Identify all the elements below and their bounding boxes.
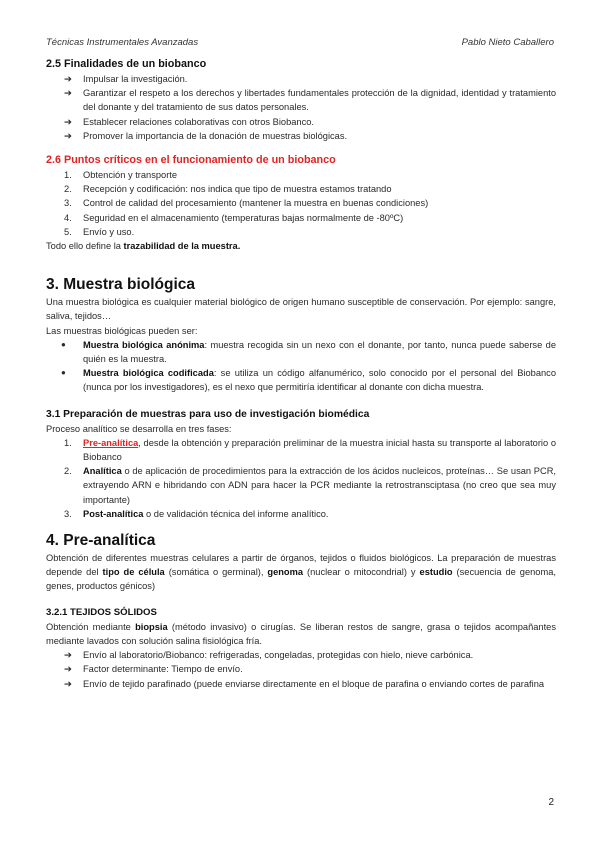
list-item: 3. Control de calidad del procesamiento (mantener la muestra en buenas condiciones)	[64, 198, 429, 209]
section-3-1-list	[46, 436, 556, 521]
section-3-2-1-list	[46, 648, 556, 691]
section-3-1-lead: Proceso analítico se desarrolla en tres fases:	[46, 423, 232, 434]
arrow-icon: ➔	[64, 74, 72, 84]
section-3-lead: Las muestras biológicas pueden ser:	[46, 325, 198, 336]
arrow-icon: ➔	[64, 88, 72, 99]
list-item: ➔ Factor determinante: Tiempo de envío.	[46, 662, 556, 676]
list-item: 4. Seguridad en el almacenamiento (temperaturas bajas normalmente de -80ºC)	[64, 212, 404, 223]
list-item: ➔ Establecer relaciones colaborativas con otros Biobanco.	[46, 115, 556, 129]
list-item: ➔ Envío al laboratorio/Biobanco: refrigeradas, congeladas, protegidas con hielo, nieve carbónica.	[46, 648, 556, 662]
header-author: Pablo Nieto Caballero	[461, 37, 554, 48]
section-3-2-1-paragraph: Obtención mediante biopsia (método invasivo) o cirugías. Se liberan restos de sangre, grasa o tejidos acompañantes mediante lavados con solución salina fisiológica fría.	[46, 621, 556, 646]
arrow-icon: ➔	[64, 116, 72, 127]
page-number: 2	[548, 797, 554, 808]
list-item: 1. Pre-analítica, desde la obtención y preparación preliminar de la muestra inicial hasta su transporte al laboratorio o Biobanco	[64, 437, 556, 463]
section-2-5-title: 2.5 Finalidades de un biobanco	[46, 58, 207, 70]
bullet-icon: ●	[61, 339, 66, 349]
arrow-icon: ➔	[64, 678, 72, 689]
section-2-5-list	[46, 72, 556, 143]
list-item: ● Muestra biológica anónima: muestra recogida sin un nexo con el donante, por tanto, nunca puede saberse de quién es la muestra.	[61, 339, 556, 365]
section-2-6-list	[46, 168, 556, 239]
arrow-icon: ➔	[64, 650, 72, 661]
section-4-title: 4. Pre-analítica	[46, 532, 156, 550]
header-course-title: Técnicas Instrumentales Avanzadas	[46, 37, 199, 48]
list-item: ● Muestra biológica codificada: se utiliza un código alfanumérico, solo conocido por el personal del Biobanco (nunca por los investigadores), es el nexo que permitiría identificar al donante con dicha muestra.	[61, 368, 556, 393]
list-item: 2. Recepción y codificación: nos indica que tipo de muestra estamos tratando	[64, 184, 392, 195]
list-item: 5. Envío y uso.	[64, 226, 135, 237]
pre-analitica-link[interactable]: Pre-analítica	[83, 437, 139, 448]
section-2-6-summary: Todo ello define la trazabilidad de la muestra.	[46, 241, 241, 252]
arrow-icon: ➔	[64, 130, 72, 141]
list-item: 1. Obtención y transporte	[64, 170, 178, 181]
section-3-2-1-title: 3.2.1 TEJIDOS SÓLIDOS	[46, 606, 157, 618]
list-item: ➔ Impulsar la investigación.	[46, 72, 556, 86]
list-item: 3. Post-analítica o de validación técnica del informe analítico.	[64, 508, 329, 519]
section-2-6-title: 2.6 Puntos críticos en el funcionamiento de un biobanco	[46, 154, 336, 167]
arrow-icon: ➔	[64, 664, 72, 675]
section-4-paragraph: Obtención de diferentes muestras celulares a partir de órganos, tejidos o fluidos biológicos. La preparación de muestras depende del tipo de célula (somática o germinal), genoma (nuclear o mitocondrial) y estudio (secuencia de genoma, genes, productos génicos)	[46, 553, 556, 592]
section-3-1-title: 3.1 Preparación de muestras para uso de investigación biomédica	[46, 408, 370, 420]
page-content	[46, 57, 556, 691]
section-3-intro: Una muestra biológica es cualquier material biológico de origen humano susceptible de conservación. Por ejemplo: sangre, saliva, tejidos…	[46, 297, 556, 322]
list-item: 2. Analítica o de aplicación de procedimientos para la extracción de los ácidos nucleicos, proteínas… Se usan PCR, extrayendo ARN e hibridando con ADN para hacer la PCR mediante la retrostransciptasa (no creo que sea muy importante)	[64, 466, 556, 505]
list-item: ➔ Promover la importancia de la donación de muestras biológicas.	[46, 129, 556, 143]
list-item: ➔ Garantizar el respeto a los derechos y libertades fundamentales protección de la dignidad, identidad y tratamiento del donante y del tratamiento de sus datos personales.	[64, 88, 556, 113]
bullet-icon: ●	[61, 368, 66, 378]
section-3-title: 3. Muestra biológica	[46, 276, 196, 294]
section-3-list	[46, 338, 556, 395]
list-item: ➔ Envío de tejido parafinado (puede enviarse directamente en el bloque de parafina o enviando cortes de parafina	[46, 677, 556, 691]
